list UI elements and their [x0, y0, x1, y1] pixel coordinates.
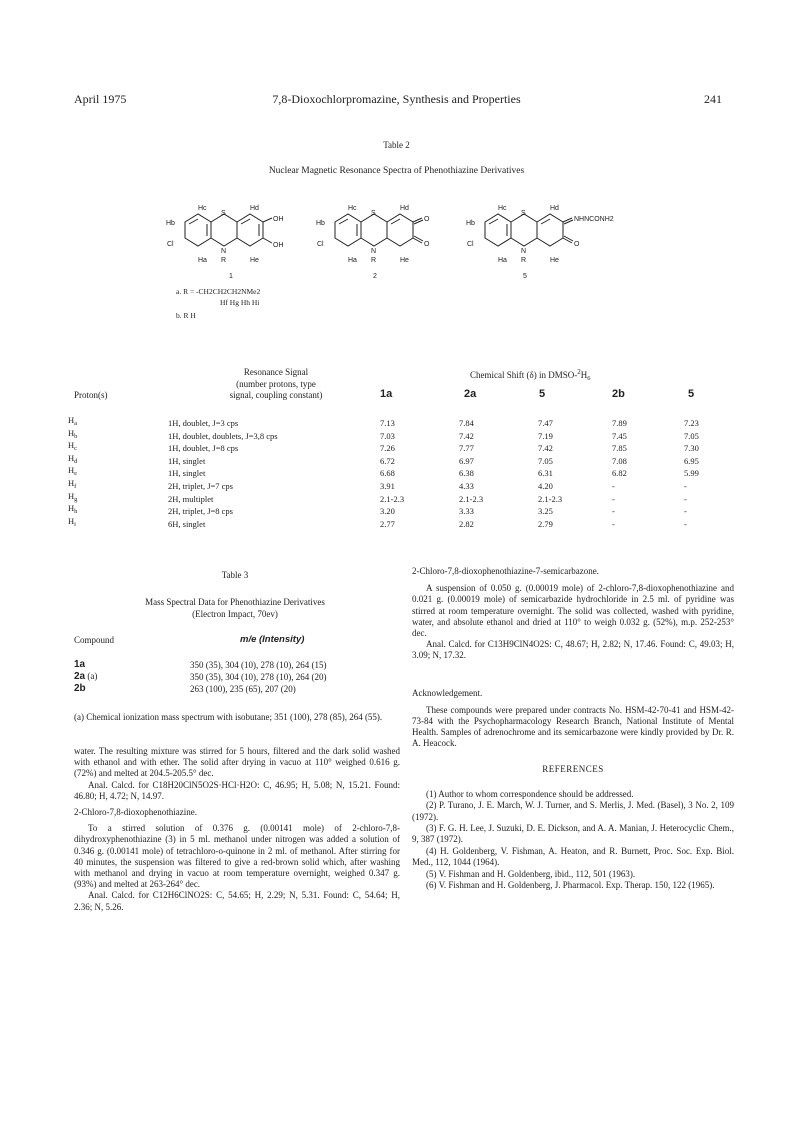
svg-text:R: R [221, 257, 227, 264]
references-heading: REFERENCES [542, 763, 604, 774]
chemical-shift-header: Chemical Shift (δ) in DMSO-$^2H_6$ [470, 368, 591, 382]
svg-text:Cl: Cl [167, 241, 174, 248]
acknowledgement-heading: Acknowledgement. [412, 687, 483, 698]
svg-text:OH: OH [273, 216, 284, 223]
table3-row: 1a [74, 659, 86, 670]
svg-text:Hc: Hc [198, 205, 207, 212]
svg-text:Hd: Hd [400, 205, 409, 212]
table-row: $H_c$ 1H, doublet, J=8 cps 7.26 7.77 7.42 7.85 7.30 [68, 440, 699, 454]
svg-text:S: S [371, 210, 376, 217]
svg-text:R: R [371, 257, 377, 264]
table3-row-data: 263 (100), 235 (65), 207 (20) [190, 684, 296, 694]
acknowledgement: These compounds were prepared under contracts No. HSM-42-70-41 and HSM-42-73-84 with the Psychopharmacology Research Branch, National Institute of Mental Health. Samples of adrenochrome and its semicarbazone were kindly provided by Dr. R. A. Heacock. [412, 704, 734, 749]
reference-item: (1) Author to whom correspondence should be addressed. [426, 788, 634, 799]
table-row: $H_a$ 1H, doublet, J=3 cps 7.13 7.84 7.47 7.89 7.23 [68, 415, 699, 428]
svg-text:O: O [424, 216, 430, 223]
svg-text:Ha: Ha [498, 257, 507, 264]
page-number: 241 [704, 92, 722, 106]
paragraph: To a stirred solution of 0.376 g. (0.00141 mole) of 2-chloro-7,8-dihydroxyphenothiazine (3) in 5 ml. methanol under nitrogen was added a solution of 0.346 g. (0.00141 mole) of tetrachloro-o-quinone in 2 ml. of methanol. After stirring for 40 minutes, the suspension was filtered to give a red-brown solid which, after washing with methanol and drying in vacuo at room temperature overnight, weighed 0.347 g. (93%) and melted at 263-264° dec. [74, 823, 400, 890]
svg-text:S: S [521, 210, 526, 217]
header-title: 7,8-Dioxochlorpromazine, Synthesis and Properties [272, 92, 521, 106]
table3-label: Table 3 [221, 570, 249, 580]
table-row: $H_e$ 1H, singlet 6.68 6.38 6.31 6.82 5.99 [68, 465, 699, 479]
svg-text:Hd: Hd [550, 205, 559, 212]
table3-footnote: (a) Chemical ionization mass spectrum with isobutane; 351 (100), 278 (85), 264 (55). [74, 712, 383, 722]
table2-label: Table 2 [383, 140, 410, 150]
analysis-1: Anal. Calcd. for C18H20ClN5O2S·HCl·H2O: C, 46.95; H, 5.08; N, 15.21. Found: 46.80; H, 4.72; N, 14.97. [74, 779, 400, 801]
col-head-2b: 2b [612, 388, 625, 400]
reference-item: (6) V. Fishman and H. Goldenberg, J. Pharmacol. Exp. Therap. 150, 122 (1965). [426, 880, 715, 891]
svg-text:1: 1 [229, 273, 233, 280]
col-head-1a: 1a [380, 388, 393, 400]
svg-text:S: S [221, 210, 226, 217]
svg-text:Hd: Hd [250, 205, 259, 212]
svg-text:Cl: Cl [467, 241, 474, 248]
reference-item: (4) H. Goldenberg, V. Fishman, A. Heaton, and R. Burnett, Proc. Soc. Exp. Biol. Med., 112, 1044 (1964). [412, 845, 734, 868]
table3-row: 2a (a) [74, 671, 98, 682]
svg-text:O: O [574, 241, 580, 248]
table-row: $H_b$ 1H, doublet, doublets, J=3,8 cps 7.03 7.42 7.19 7.45 7.05 [68, 427, 699, 441]
table2-title: Nuclear Magnetic Resonance Spectra of Phenothiazine Derivatives [268, 166, 525, 176]
header-date: April 1975 [74, 92, 127, 106]
svg-text:OH: OH [273, 242, 284, 249]
svg-text:Hc: Hc [348, 205, 357, 212]
table3-row-data: 350 (35), 304 (10), 278 (10), 264 (20) [190, 672, 327, 682]
svg-text:N: N [221, 248, 227, 255]
col-head-2a: 2a [464, 388, 477, 400]
table3-title: Mass Spectral Data for Phenothiazine Derivatives [145, 597, 325, 607]
section-heading: 2-Chloro-7,8-dioxophenothiazine-7-semicarbazone. [412, 566, 599, 576]
reference-item: (3) F. G. H. Lee, J. Suzuki, D. E. Dickson, and A. A. Manian, J. Heterocyclic Chem., 9, 387 (1972). [412, 823, 734, 845]
section-heading: 2-Chloro-7,8-dioxophenothiazine. [74, 807, 197, 818]
table-row: $H_d$ 1H, singlet 6.72 6.97 7.05 7.08 6.95 [68, 452, 699, 466]
svg-text:Cl: Cl [317, 241, 324, 248]
table3-col-me: m/e (Intensity) [240, 634, 305, 645]
svg-text:O: O [424, 241, 430, 248]
resonance-header: Resonance Signal (number protons, type signal, coupling constant) [229, 367, 323, 400]
svg-text:He: He [550, 257, 559, 264]
table3-subtitle: (Electron Impact, 70ev) [192, 609, 278, 619]
analysis-2: Anal. Calcd. for C12H6ClNO2S: C, 54.65; H, 2.29; N, 5.31. Found: C, 54.64; H, 2.36; N, 5.26. [74, 890, 400, 912]
svg-text:Hb: Hb [466, 220, 475, 227]
table-row: $H_g$ 2H, multiplet 2.1-2.3 2.1-2.3 2.1-2.3 - - [68, 490, 687, 504]
table-row: $H_f$ 2H, triplet, J=7 cps 3.91 4.33 4.20 - - [68, 477, 687, 491]
analysis-3: Anal. Calcd. for C13H9ClN4O2S: C, 48.67; H, 2.82; N, 17.46. Found: C, 49.03; H, 3.09; N, 17.32. [412, 639, 734, 661]
substituent-b: b. R H [176, 311, 196, 320]
svg-text:Hc: Hc [498, 205, 507, 212]
svg-text:N: N [521, 248, 527, 255]
reference-item: (5) V. Fishman and H. Goldenberg, ibid., 112, 501 (1963). [426, 868, 636, 879]
svg-text:5: 5 [523, 273, 527, 280]
paragraph: A suspension of 0.050 g. (0.00019 mole) of 2-chloro-7,8-dioxophenothiazine and 0.021 g. (0.00019 mole) of semicarbazide hydrochloride in 2.5 ml. of pyridine was stirred at room temperature overnight. The solid was collected, washed with pyridine, water, and absolute ethanol and dried at 110° to weigh 0.032 g. (52%), m.p. 252-253° dec. [412, 583, 734, 639]
right-column [412, 566, 734, 892]
phenothiazine-structures-figure [150, 194, 614, 324]
svg-text:NHNCONH2: NHNCONH2 [574, 216, 614, 223]
left-column [74, 746, 400, 913]
table-row: $H_h$ 2H, triplet, J=8 cps 3.20 3.33 3.25 - - [68, 503, 687, 517]
table3-row-data: 350 (35), 304 (10), 278 (10), 264 (15) [190, 660, 327, 670]
references-list [412, 789, 734, 892]
svg-text:R: R [521, 257, 527, 264]
substituent-a: a. R = -CH2CH2CH2NMe2 [176, 287, 261, 296]
svg-text:Hb: Hb [316, 220, 325, 227]
svg-text:2: 2 [373, 273, 377, 280]
col-head-5b: 5 [688, 388, 695, 400]
svg-text:He: He [250, 257, 259, 264]
reference-item: (2) P. Turano, J. E. March, W. J. Turner, and S. Merlis, J. Med. (Basel), 3 No. 2, 109 (1972). [412, 800, 734, 822]
paragraph: water. The resulting mixture was stirred for 5 hours, filtered and the dark solid washed with ethanol and with ether. The solid after drying in vacuo at 110° weighed 0.616 g. (72%) and melted at 204.5-205.5° dec. [74, 746, 400, 779]
table3-row: 2b [74, 683, 86, 694]
col-head-5: 5 [539, 388, 546, 400]
table3-col-compound: Compound [74, 635, 115, 645]
svg-text:N: N [371, 248, 377, 255]
svg-text:Ha: Ha [348, 257, 357, 264]
svg-text:Hb: Hb [166, 220, 175, 227]
proton-header: Proton(s) [74, 390, 108, 400]
svg-text:Ha: Ha [198, 257, 207, 264]
nmr-table [68, 416, 733, 529]
substituent-a-protons: Hf Hg Hh Hi [220, 298, 260, 307]
table-row: $H_i$ 6H, singlet 2.77 2.82 2.79 - - [68, 515, 687, 529]
svg-text:He: He [400, 257, 409, 264]
